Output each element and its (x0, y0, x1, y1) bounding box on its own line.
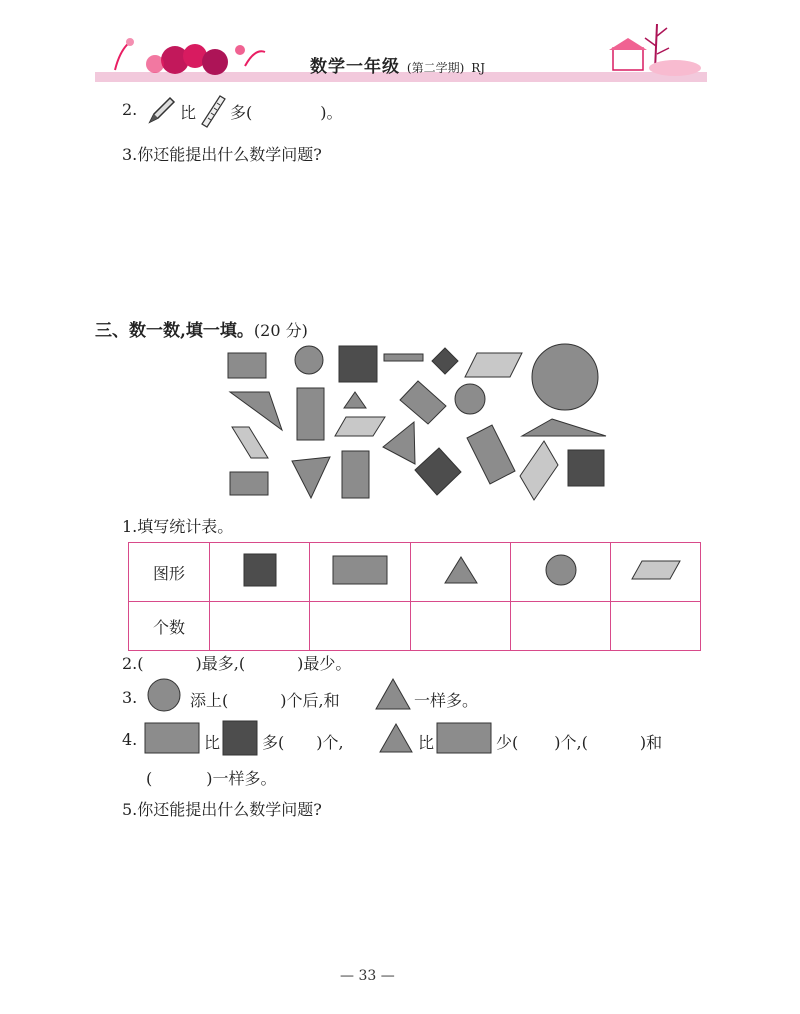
rectangle-shape (230, 472, 268, 495)
q4-text-1 (262, 730, 344, 753)
rectangle-icon (144, 722, 200, 754)
header-cell-circle (511, 543, 611, 602)
count-cell-circle[interactable] (511, 602, 611, 651)
count-cell-triangle[interactable] (411, 602, 511, 651)
rectangle-shape (342, 451, 369, 498)
pencil-icon (144, 94, 178, 126)
q4-number: 4. (122, 730, 138, 749)
section-3-title (95, 316, 308, 341)
header-subtitle: (第二学期) (406, 61, 465, 75)
rectangle-shape (384, 354, 423, 361)
question-number: 2. (122, 100, 138, 119)
square-shape (339, 346, 377, 382)
triangle-shape (292, 457, 330, 498)
compare-word: 比 (180, 103, 197, 122)
triangle-shape (230, 392, 282, 430)
circle-shape (455, 384, 485, 414)
square-icon (222, 720, 258, 756)
section-title-text: 三、数一数,填一填。 (95, 321, 254, 341)
rectangle-icon (436, 722, 492, 754)
rectangle-shape (228, 353, 266, 378)
q4-text-3 (146, 766, 277, 789)
triangle-icon (443, 555, 479, 585)
question-2-top (122, 100, 137, 119)
circle-icon (545, 554, 577, 586)
shapes-figure (222, 340, 612, 508)
count-cell-square[interactable] (210, 602, 310, 651)
question-3-top: 3.你还能提出什么数学问题? (122, 145, 322, 164)
row-label-count: 个数 (129, 602, 210, 651)
q3-number: 3. (122, 688, 138, 707)
circle-icon (146, 677, 182, 713)
triangle-shape (522, 419, 606, 436)
header-title-text: 数学一年级 (310, 57, 400, 77)
triangle-icon (374, 677, 412, 711)
q4-more: 多( (262, 733, 285, 752)
header-cell-triangle (411, 543, 511, 602)
rectangle-icon (332, 555, 388, 585)
page-number: — 33 — (340, 968, 395, 984)
square-shape (432, 348, 458, 374)
header-cell-parallelogram (611, 543, 701, 602)
house-tree-decoration-icon (595, 18, 705, 78)
q4-ge-2: )个,( (554, 733, 588, 752)
rectangle-shape (400, 381, 446, 424)
count-cell-parallelogram[interactable] (611, 602, 701, 651)
question-2 (122, 651, 351, 674)
q2-text-c: )最少。 (297, 654, 352, 673)
q3-text (190, 688, 340, 711)
triangle-icon (378, 722, 414, 754)
count-cell-rectangle[interactable] (310, 602, 411, 651)
triangle-shape (344, 392, 366, 408)
question-2-answer (230, 100, 343, 123)
question-1: 1.填写统计表。 (122, 517, 234, 536)
q4-compare-2: 比 (418, 733, 435, 752)
square-shape (568, 450, 604, 486)
triangle-shape (383, 422, 415, 464)
q4-text-2 (496, 730, 662, 753)
header-cell-rectangle (310, 543, 411, 602)
q3-text-c: 一样多。 (414, 691, 479, 710)
q4-open: ( (146, 769, 153, 788)
q4-ge-1: )个, (316, 733, 344, 752)
header-edition: RJ (471, 61, 486, 75)
row-label-shape: 图形 (129, 543, 210, 602)
parallelogram-icon (630, 559, 682, 581)
header-cell-square (210, 543, 310, 602)
circle-shape (295, 346, 323, 374)
q4-less: 少( (496, 733, 519, 752)
table-row (129, 543, 701, 602)
header-title (310, 52, 485, 77)
q4-and: )和 (639, 733, 663, 752)
square-shape (415, 448, 461, 495)
table-row (129, 602, 701, 651)
question-5: 5.你还能提出什么数学问题? (122, 800, 322, 819)
square-icon (243, 553, 277, 587)
parallelogram-shape (520, 441, 558, 500)
close-paren: )。 (320, 103, 343, 122)
q3-text-b: )个后,和 (280, 691, 340, 710)
parallelogram-shape (335, 417, 385, 436)
more-text: 多( (230, 103, 253, 122)
ruler-icon (198, 92, 228, 128)
rectangle-shape (467, 425, 515, 484)
statistics-table (128, 542, 701, 651)
q2-text-b: )最多,( (195, 654, 246, 673)
flower-decoration-left-icon (95, 30, 275, 80)
section-score: (20 分) (253, 321, 308, 340)
q4-same: )一样多。 (206, 769, 277, 788)
q3-text-a: 添上( (190, 691, 229, 710)
q4-compare-1: 比 (204, 733, 221, 752)
parallelogram-shape (465, 353, 522, 377)
parallelogram-shape (232, 427, 268, 458)
q2-text-a: 2.( (122, 654, 144, 673)
rectangle-shape (297, 388, 324, 440)
circle-shape (532, 344, 598, 410)
